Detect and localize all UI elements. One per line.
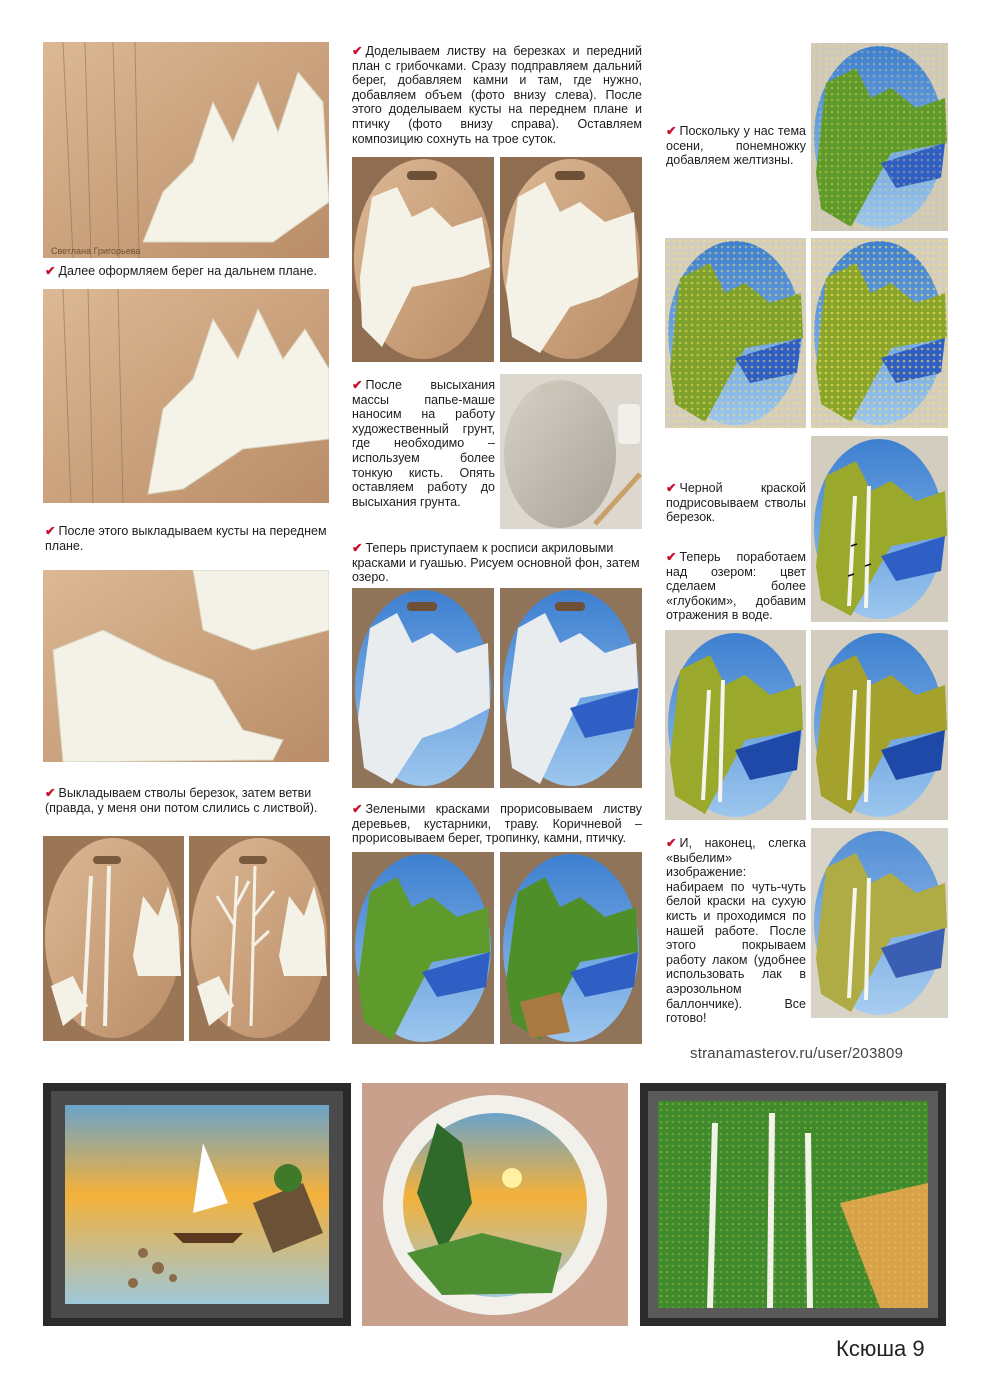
step-text: Далее оформляем берег на дальнем плане. bbox=[58, 264, 317, 278]
step-text-trunks bbox=[45, 786, 331, 815]
photo-paint-sky bbox=[352, 588, 494, 788]
step-text: И, наконец, слегка «выбелим» изображение: набираем по чуть-чуть белой краски на сухую кисть и проходимся по нашей работе. После этого покрываем работу лаком (удобнее использовать лак в аэрозольном баллончике). Все готово! bbox=[666, 836, 806, 1026]
step-text: Теперь приступаем к росписи акриловыми красками и гуашью. Рисуем основной фон, затем озеро. bbox=[352, 541, 640, 585]
step-text: Выкладываем стволы березок, затем ветви (правда, у меня они потом слились с листвой). bbox=[45, 786, 318, 815]
step-text-far-shore bbox=[45, 264, 331, 279]
watermark-text: Светлана Григорьева bbox=[51, 246, 141, 256]
check-icon: ✔ bbox=[45, 786, 56, 800]
step-text: Теперь поработаем над озером: цвет сделаем более «глубоким», добавим отражения в воде. bbox=[666, 550, 806, 623]
photo-trunks bbox=[43, 836, 184, 1041]
check-icon: ✔ bbox=[352, 378, 363, 392]
photo-finished bbox=[811, 828, 948, 1018]
step-text-bushes bbox=[45, 524, 331, 553]
gallery-sunset-plate bbox=[362, 1083, 628, 1326]
check-icon: ✔ bbox=[666, 836, 677, 850]
photo-black-trunks bbox=[811, 436, 948, 622]
photo-lake-depth-1 bbox=[665, 630, 806, 820]
check-icon: ✔ bbox=[352, 541, 363, 555]
photo-yellow-start bbox=[811, 43, 948, 231]
photo-autumn-1 bbox=[665, 238, 806, 428]
photo-lake-depth-2 bbox=[811, 630, 948, 820]
check-icon: ✔ bbox=[666, 550, 677, 564]
photo-green-right bbox=[500, 852, 642, 1044]
photo-branches bbox=[189, 836, 330, 1041]
photo-relief-far-shore bbox=[43, 289, 329, 503]
step-text: После этого выкладываем кусты на переднем плане. bbox=[45, 524, 327, 553]
source-url: stranamasterov.ru/user/203809 bbox=[690, 1045, 904, 1062]
step-text-lake bbox=[666, 550, 806, 623]
step-text: Поскольку у нас тема осени, понемножку добавляем желтизны. bbox=[666, 124, 806, 168]
step-text: После высыхания массы папье-маше наносим на работу художественный грунт, где необходимо – используем более тонкую кисть. Опять оставляем работу до высыхания грунта. bbox=[352, 378, 495, 509]
photo-relief-trees-step bbox=[43, 42, 329, 258]
check-icon: ✔ bbox=[666, 481, 677, 495]
photo-green-left bbox=[352, 852, 494, 1044]
photo-primer bbox=[500, 374, 642, 529]
step-text-autumn bbox=[666, 124, 806, 168]
check-icon: ✔ bbox=[352, 802, 363, 816]
check-icon: ✔ bbox=[45, 524, 56, 538]
photo-foliage-left bbox=[352, 157, 494, 362]
gallery-birch-forest bbox=[640, 1083, 946, 1326]
step-text-black-trunks bbox=[666, 481, 806, 525]
step-text: Черной краской подрисовываем стволы березок. bbox=[666, 481, 806, 525]
check-icon: ✔ bbox=[666, 124, 677, 138]
gallery-seascape bbox=[43, 1083, 351, 1326]
photo-paint-lake bbox=[500, 588, 642, 788]
step-text: Зелеными красками прорисовываем листву деревьев, кустарники, траву. Коричневой – прорисовываем берег, тропинку, камни, птичку. bbox=[352, 802, 642, 846]
step-text-primer bbox=[352, 378, 495, 509]
check-icon: ✔ bbox=[45, 264, 56, 278]
step-text-foliage-mushrooms bbox=[352, 44, 642, 146]
photo-foliage-right bbox=[500, 157, 642, 362]
page-label: Ксюша 9 bbox=[836, 1336, 925, 1361]
check-icon: ✔ bbox=[352, 44, 363, 58]
step-text-background bbox=[352, 541, 642, 585]
step-text-finish bbox=[666, 836, 806, 1026]
photo-autumn-2 bbox=[811, 238, 948, 428]
step-text: Доделываем листву на березках и передний план с грибочками. Сразу подправляем дальний берег, добавляем камни и там, где нужно, добавляем объем (фото внизу слева). После этого доделываем кусты на переднем плане и птичку (фото внизу справа). Оставляем композицию сохнуть на трое суток. bbox=[352, 44, 642, 146]
step-text-green-paint bbox=[352, 802, 642, 846]
photo-relief-bushes bbox=[43, 570, 329, 762]
